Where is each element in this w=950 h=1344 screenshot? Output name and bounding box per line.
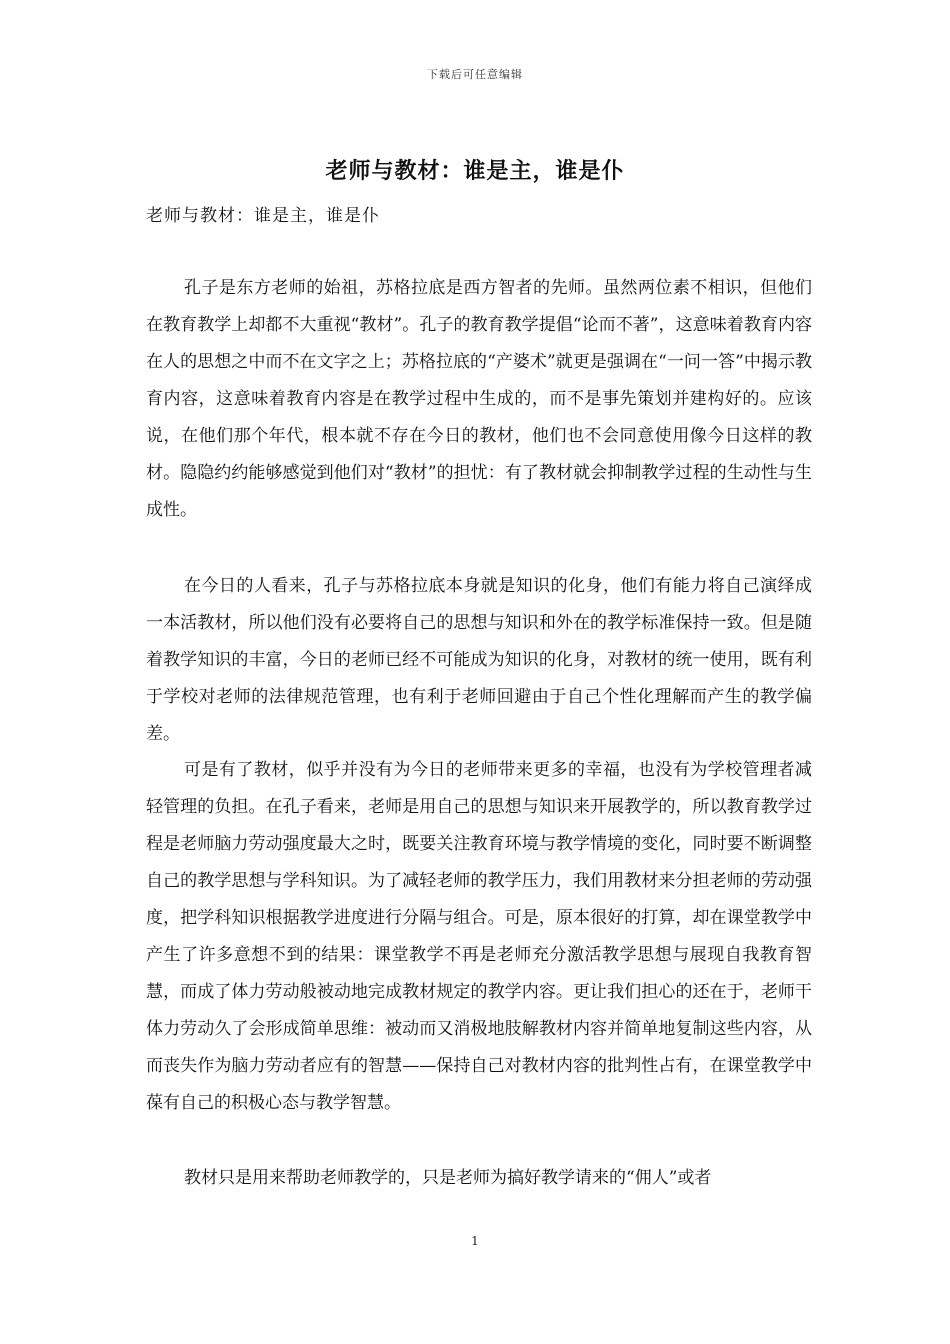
body-paragraph: 教材只是用来帮助老师教学的，只是老师为搞好教学请来的“佣人”或者 <box>184 1168 712 1188</box>
body-paragraph: 可是有了教材，似乎并没有为今日的老师带来更多的幸福，也没有为学校管理者减轻管理的负担。在孔子看来，老师是用自己的思想与知识来开展教学的，所以教育教学过程是老师脑力劳动强度最大之时，既要关注教育环境与教学情境的变化，同时要不断调整自己的教学思想与学科知识。为了减轻老师的教学压力，我们用教材来分担老师的劳动强度，把学科知识根据教学进度进行分隔与组合。可是，原本很好的打算，却在课堂教学中产生了许多意想不到的结果：课堂教学不再是老师充分激活教学思想与展现自我教育智慧，而成了体力劳动般被动地完成教材规定的教学内容。更让我们担心的还在于，老师干体力劳动久了会形成简单思维：被动而又消极地肢解教材内容并简单地复制这些内容，从而丧失作为脑力劳动者应有的智慧——保持自己对教材内容的批判性占有，在课堂教学中葆有自己的积极心态与教学智慧。 <box>146 760 812 1113</box>
body-paragraph: 在今日的人看来，孔子与苏格拉底本身就是知识的化身，他们有能力将自己演绎成一本活教材，所以他们没有必要将自己的思想与知识和外在的教学标准保持一致。但是随着教学知识的丰富，今日的老师已经不可能成为知识的化身，对教材的统一使用，既有利于学校对老师的法律规范管理，也有利于老师回避由于自己个性化理解而产生的教学偏差。 <box>146 576 812 744</box>
document-subtitle: 老师与教材：谁是主，谁是仆 <box>146 206 380 226</box>
body-paragraph: 孔子是东方老师的始祖，苏格拉底是西方智者的先师。虽然两位素不相识，但他们在教育教学上却都不大重视“教材”。孔子的教育教学提倡“论而不著”，这意味着教育内容在人的思想之中而不在文字之上；苏格拉底的“产婆术”就更是强调在“一问一答”中揭示教育内容，这意味着教育内容是在教学过程中生成的，而不是事先策划并建构好的。应该说，在他们那个年代，根本就不存在今日的教材，他们也不会同意使用像今日这样的教材。隐隐约约能够感觉到他们对“教材”的担忧：有了教材就会抑制教学过程的生动性与生成性。 <box>146 278 812 520</box>
document-title: 老师与教材：谁是主，谁是仆 <box>325 158 625 184</box>
header-note: 下载后可任意编辑 <box>427 68 523 81</box>
page-number: 1 <box>471 1234 479 1248</box>
